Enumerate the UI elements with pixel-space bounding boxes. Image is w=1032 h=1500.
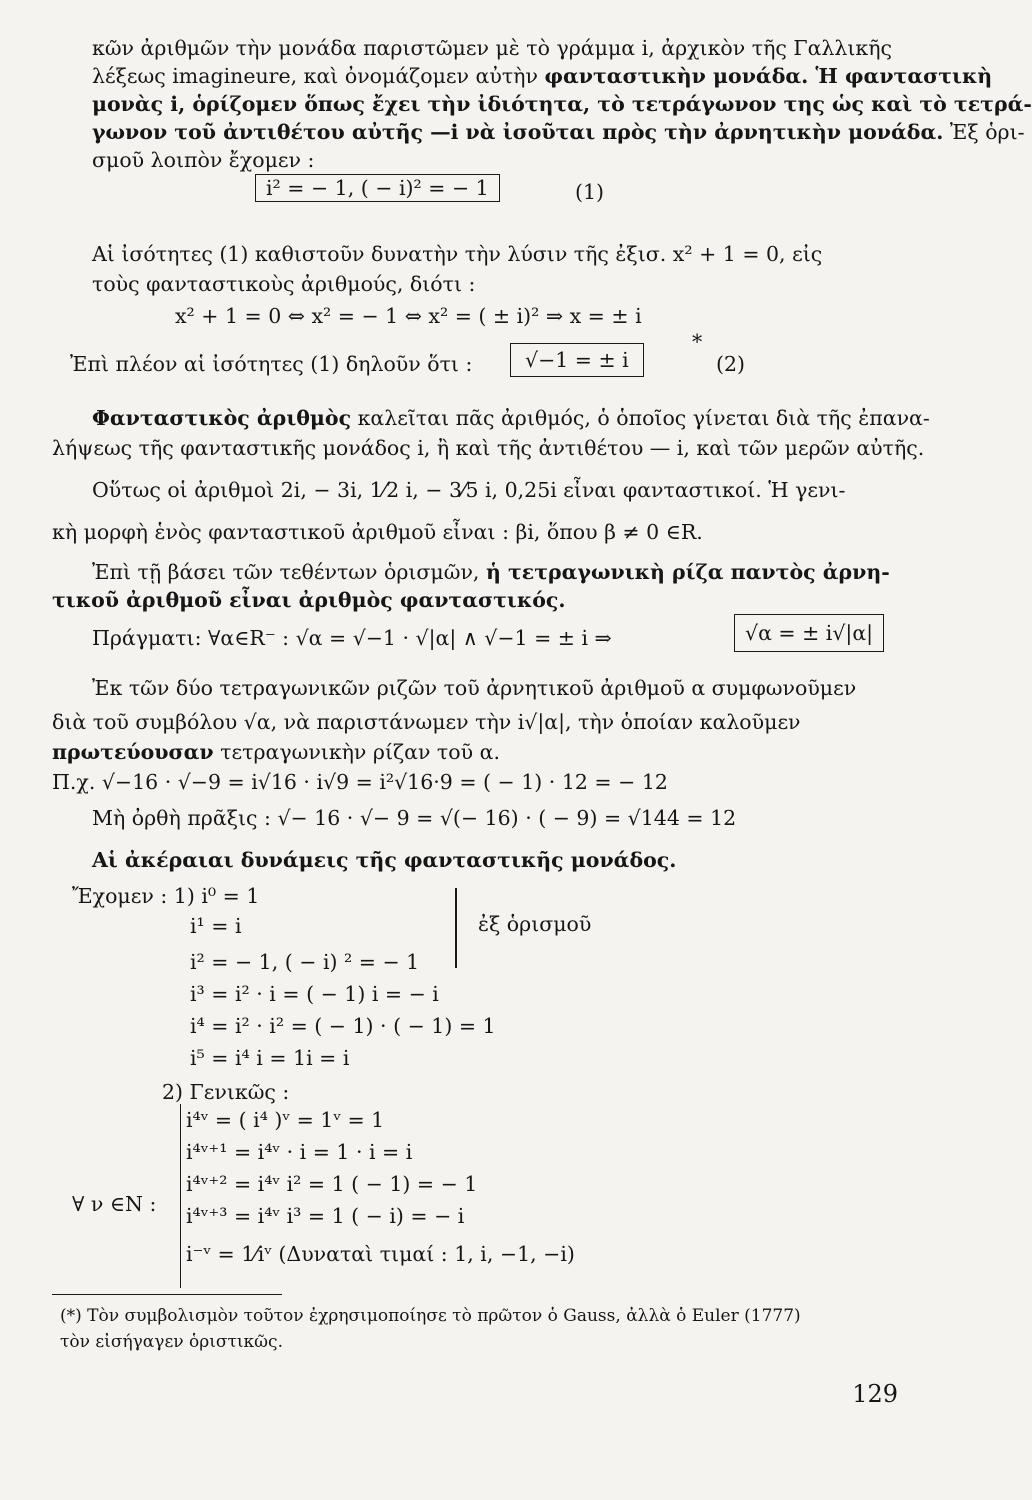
text-span: τετραγωνικὴν ρίζαν τοῦ α.: [213, 740, 500, 764]
text-line: μονὰς i, ὁρίζομεν ὅπως ἔχει τὴν ἰδιότητα, τὸ τετράγωνον της ὡς καὶ τὸ τετρά-: [92, 92, 1032, 116]
text-span: καλεῖται πᾶς ἀριθμός, ὁ ὁποῖος γίνεται διὰ τῆς ἐπανα-: [351, 406, 930, 430]
text-line: [92, 560, 898, 585]
footnote-text: τὸν εἰσήγαγεν ὁριστικῶς.: [60, 1332, 283, 1352]
text-line: σμοῦ λοιπὸν ἔχομεν :: [92, 148, 315, 172]
footnote-marker: *: [692, 330, 703, 354]
general-line: i⁴ᵛ⁺¹ = i⁴ᵛ · i = 1 · i = i: [186, 1140, 413, 1164]
term-bold: Φανταστικὸς ἀριθμὸς: [92, 406, 352, 430]
text-line: Οὕτως οἱ ἀριθμοὶ 2i, − 3i, 1⁄2 i, − 3⁄5 i, 0,25i εἶναι φανταστικοί. Ἡ γενι-: [92, 478, 846, 502]
quantifier: ∀ ν ∈N :: [72, 1192, 157, 1216]
term-bold: φανταστικὴν μονάδα. Ἡ φανταστικὴ: [544, 64, 993, 88]
text-line: [52, 740, 898, 765]
equation-1-box: i² = − 1, ( − i)² = − 1: [255, 174, 500, 202]
footnote-text: (*) Τὸν συμβολισμὸν τοῦτον ἐχρησιμοποίησε τὸ πρῶτον ὁ Gauss, ἀλλὰ ὁ Euler (1777): [60, 1306, 801, 1326]
text-line: Πράγματι: ∀α∈R⁻ : √α = √−1 · √|α| ∧ √−1 = ± i ⇒: [92, 626, 612, 650]
text-line: [92, 64, 993, 89]
text-line: κῶν ἀριθμῶν τὴν μονάδα παριστῶμεν μὲ τὸ γράμμα i, ἀρχικὸν τῆς Γαλλικῆς: [92, 36, 893, 60]
text-span: Ἐξ ὁρι-: [943, 120, 1025, 144]
text-line: τοὺς φανταστικοὺς ἀριθμούς, διότι :: [92, 272, 476, 296]
general-heading: 2) Γενικῶς :: [162, 1080, 290, 1104]
power-line: i⁴ = i² · i² = ( − 1) · ( − 1) = 1: [190, 1014, 496, 1038]
power-line: Ἔχομεν : 1) i⁰ = 1: [72, 884, 260, 908]
text-span: Ἐπὶ τῇ βάσει τῶν τεθέντων ὁρισμῶν,: [92, 560, 486, 584]
text-line: Ἐκ τῶν δύο τετραγωνικῶν ριζῶν τοῦ ἀρνητικοῦ ἀριθμοῦ α συμφωνοῦμεν: [92, 676, 857, 700]
general-line: i⁴ᵛ⁺² = i⁴ᵛ i² = 1 ( − 1) = − 1: [186, 1172, 478, 1196]
equation-2-number: (2): [716, 352, 746, 376]
section-heading: Αἱ ἀκέραιαι δυνάμεις τῆς φανταστικῆς μονάδος.: [92, 848, 677, 872]
power-line: i⁵ = i⁴ i = 1i = i: [190, 1046, 350, 1070]
equation-2: [510, 343, 644, 377]
result-box-formula: √α = ± i√|α|: [734, 614, 884, 652]
definition-note: ἐξ ὁρισμοῦ: [478, 912, 592, 936]
equivalence-chain: x² + 1 = 0 ⇔ x² = − 1 ⇔ x² = ( ± i)² ⇒ x = ± i: [175, 304, 642, 328]
text-line: τικοῦ ἀριθμοῦ εἶναι ἀριθμὸς φανταστικός.: [52, 588, 566, 612]
text-line: [92, 406, 930, 431]
text-line: κὴ μορφὴ ἑνὸς φανταστικοῦ ἀριθμοῦ εἶναι : βi, ὅπου β ≠ 0 ∈R.: [52, 520, 703, 544]
general-line: i⁴ᵛ⁺³ = i⁴ᵛ i³ = 1 ( − i) = − i: [186, 1204, 465, 1228]
text-span: λέξεως imagineure, καὶ ὀνομάζομεν αὐτὴν: [92, 64, 545, 88]
text-span: γωνον τοῦ ἀντιθέτου αὐτῆς —i νὰ ἰσοῦται πρὸς τὴν ἀρνητικὴν μονάδα.: [92, 120, 944, 144]
equation-2-box: √−1 = ± i: [510, 343, 644, 377]
text-line: διὰ τοῦ συμβόλου √α, νὰ παριστάνωμεν τὴν i√|α|, τὴν ὁποίαν καλοῦμεν: [52, 710, 801, 734]
power-line: i¹ = i: [190, 914, 242, 938]
power-line: i² = − 1, ( − i) ² = − 1: [190, 950, 420, 974]
term-bold: ἡ τετραγωνικὴ ρίζα παντὸς ἀρνη-: [485, 560, 890, 584]
equation-1: [255, 174, 500, 202]
power-line: i³ = i² · i = ( − 1) i = − i: [190, 982, 439, 1006]
term-bold: πρωτεύουσαν: [52, 740, 214, 764]
general-bracket: [180, 1104, 181, 1288]
page-number: 129: [852, 1380, 898, 1408]
example-line: Π.χ. √−16 · √−9 = i√16 · i√9 = i²√16·9 = ( − 1) · 12 = − 12: [52, 770, 668, 794]
definition-brace: [455, 888, 457, 968]
example-line: Μὴ ὀρθὴ πρᾶξις : √− 16 · √− 9 = √(− 16) · ( − 9) = √144 = 12: [92, 806, 737, 830]
text-line: Ἐπὶ πλέον αἱ ἰσότητες (1) δηλοῦν ὅτι :: [70, 352, 473, 376]
general-line: i⁴ᵛ = ( i⁴ )ᵛ = 1ᵛ = 1: [186, 1108, 385, 1132]
text-line: [92, 120, 1025, 145]
equation-1-number: (1): [575, 180, 605, 204]
result-box: [734, 614, 884, 652]
footnote-divider: [52, 1294, 282, 1295]
text-line: Αἱ ἰσότητες (1) καθιστοῦν δυνατὴν τὴν λύσιν τῆς ἐξισ. x² + 1 = 0, εἰς: [92, 242, 823, 266]
general-line: i⁻ᵛ = 1⁄iᵛ (Δυναταὶ τιμαί : 1, i, −1, −i): [186, 1242, 575, 1266]
text-line: λήψεως τῆς φανταστικῆς μονάδος i, ἢ καὶ τῆς ἀντιθέτου — i, καὶ τῶν μερῶν αὐτῆς.: [52, 436, 925, 460]
